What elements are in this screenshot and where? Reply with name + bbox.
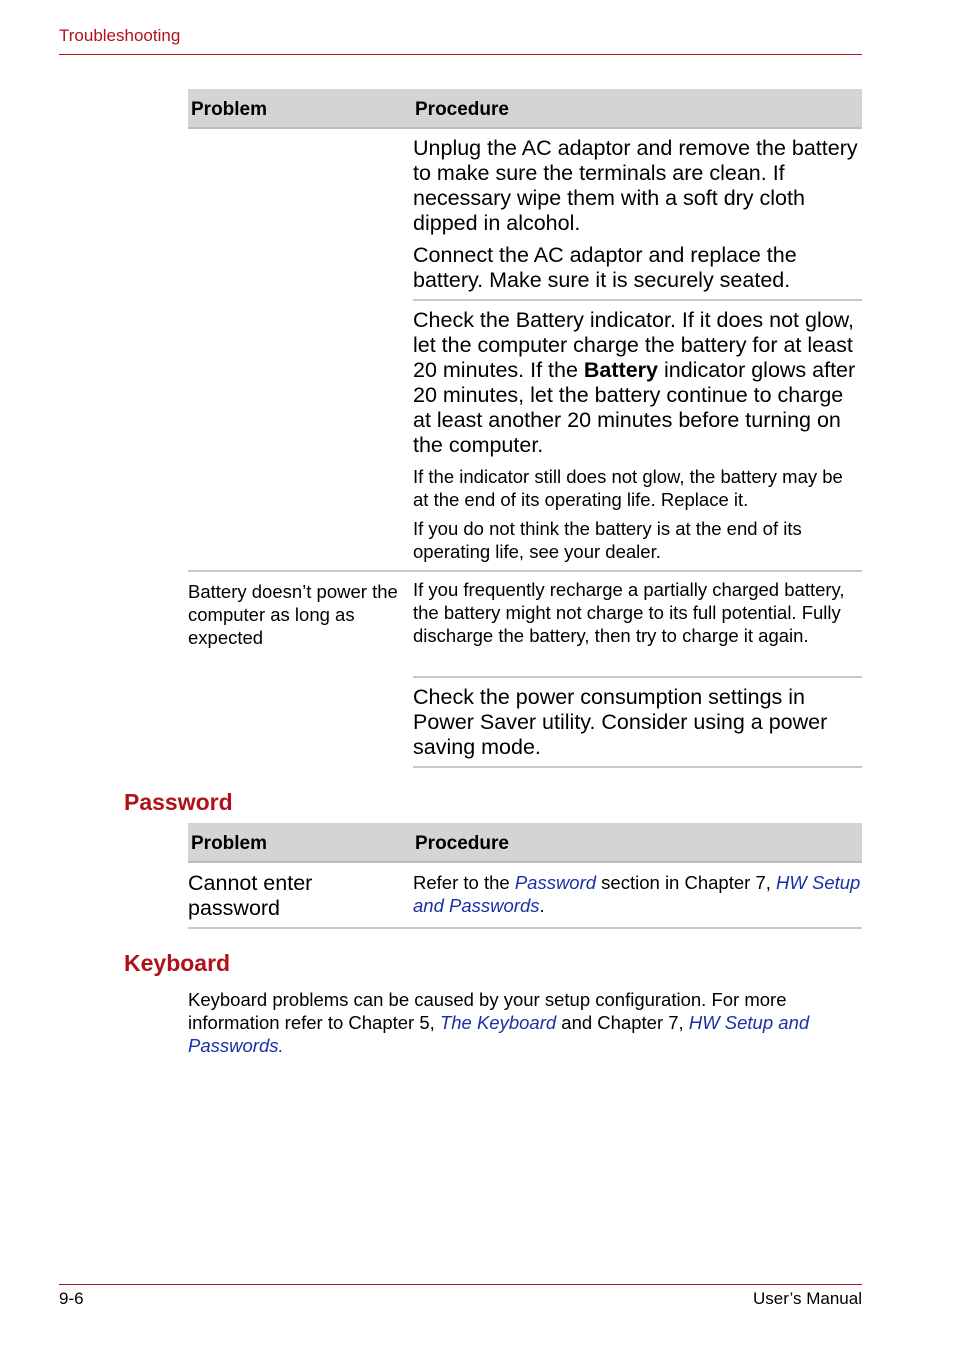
row-divider: [413, 299, 862, 301]
manual-title: User’s Manual: [753, 1289, 862, 1308]
procedure-cell: If you frequently recharge a partially charged battery, the battery might not charge to its full potential. Fully discharge the battery, then try to charge it again.: [413, 579, 845, 646]
column-header-problem: Problem: [191, 833, 268, 854]
procedure-cell: Refer to the Password section in Chapter 7, HW Setup and Passwords.: [413, 872, 861, 916]
footer-rule: [59, 1284, 862, 1285]
column-header-problem: Problem: [191, 99, 268, 120]
procedure-text: Connect the AC adaptor and replace the battery. Make sure it is securely seated.: [413, 243, 797, 292]
password-link[interactable]: Password: [514, 872, 597, 893]
row-divider: [188, 570, 862, 572]
procedure-text: If you do not think the battery is at the end of its operating life, see your dealer.: [413, 518, 802, 562]
procedure-cell: [413, 136, 862, 293]
keyboard-chapter-link[interactable]: The Keyboard: [439, 1012, 557, 1033]
procedure-text: Unplug the AC adaptor and remove the battery to make sure the terminals are clean. If necessary wipe them with a soft dry cloth dipped in alcohol.: [413, 136, 858, 235]
row-divider: [413, 676, 862, 678]
procedure-cell-notes: [413, 465, 862, 563]
page-number: 9-6: [59, 1289, 84, 1308]
running-header: Troubleshooting: [59, 26, 181, 45]
procedure-text: If the indicator still does not glow, the battery may be at the end of its operating life. Replace it.: [413, 466, 843, 510]
hw-setup-link[interactable]: HW Setup and Passwords.: [188, 1012, 810, 1056]
column-header-procedure: Procedure: [415, 99, 509, 120]
row-divider: [413, 766, 862, 768]
section-heading-keyboard: Keyboard: [124, 950, 231, 976]
procedure-text: Check the Battery indicator. If it does not glow, let the computer charge the battery for at least 20 minutes. If the Battery indicator glows after 20 minutes, let the battery continue to charge at least another 20 minutes before turning on the computer.: [413, 308, 856, 457]
problem-cell: Battery doesn’t power the computer as long as expected: [188, 581, 398, 648]
keyboard-paragraph: Keyboard problems can be caused by your setup configuration. For more information refer to Chapter 5, The Keyboard and Chapter 7, HW Setup and Passwords.: [188, 989, 810, 1056]
section-heading-password: Password: [124, 789, 233, 815]
header-rule: [59, 54, 862, 55]
battery-indicator-label: Battery: [583, 358, 658, 382]
procedure-cell: Check the power consumption settings in Power Saver utility. Consider using a power saving mode.: [413, 685, 828, 759]
table-header: [188, 89, 862, 129]
problem-cell: Cannot enter password: [188, 871, 313, 920]
table-header: [188, 823, 862, 863]
procedure-cell: [413, 308, 862, 458]
column-header-procedure: Procedure: [415, 833, 509, 854]
hw-setup-link[interactable]: HW Setup and Passwords: [413, 872, 861, 916]
row-divider: [188, 927, 862, 929]
